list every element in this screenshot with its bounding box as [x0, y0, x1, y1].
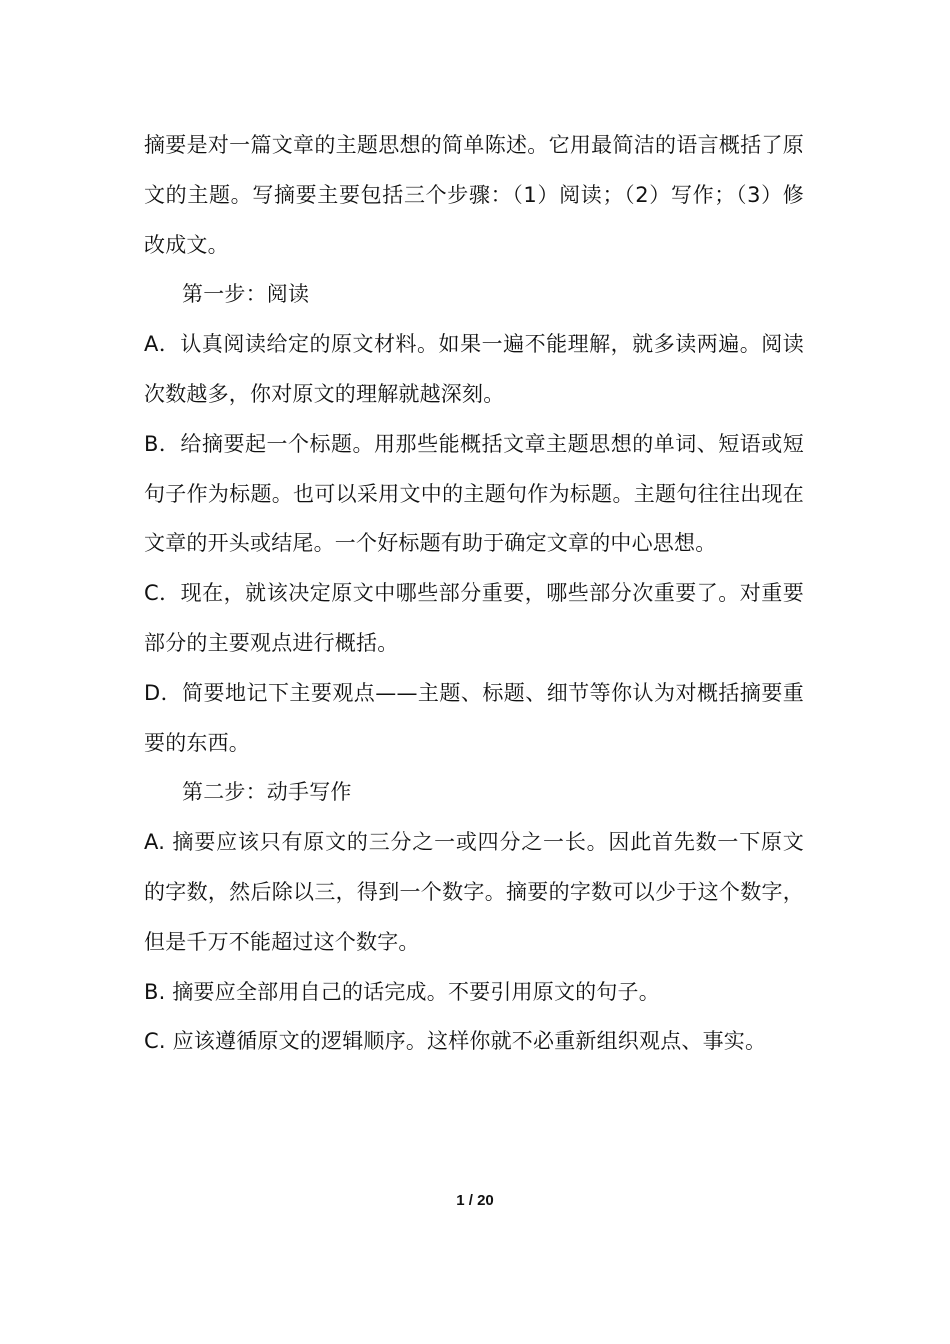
step-one-heading: 第一步：阅读 [182, 282, 310, 307]
intro-paragraph: 摘要是对一篇文章的主题思想的简单陈述。它用最简洁的语言概括了原文的主题。写摘要主要包括三个步骤：（1）阅读；（2）写作；（3）修改成文。 [144, 133, 804, 257]
step-one-item-b: B．给摘要起一个标题。用那些能概括文章主题思想的单词、短语或短句子作为标题。也可以采用文中的主题句作为标题。主题句往往出现在文章的开头或结尾。一个好标题有助于确定文章的中心思想。 [144, 431, 804, 556]
step-one-item-c: C．现在，就该决定原文中哪些部分重要，哪些部分次重要了。对重要部分的主要观点进行概括。 [144, 581, 804, 655]
page-number: 1 / 20 [456, 1192, 494, 1209]
step-two-item-b: B. 摘要应全部用自己的话完成。不要引用原文的句子。 [144, 979, 660, 1004]
document-body [144, 121, 804, 1067]
step-one-item-a: A．认真阅读给定的原文材料。如果一遍不能理解，就多读两遍。阅读次数越多，你对原文的理解就越深刻。 [144, 332, 804, 406]
step-two-item-a: A. 摘要应该只有原文的三分之一或四分之一长。因此首先数一下原文的字数，然后除以三，得到一个数字。摘要的字数可以少于这个数字，但是千万不能超过这个数字。 [144, 830, 804, 954]
step-two-item-c: C. 应该遵循原文的逻辑顺序。这样你就不必重新组织观点、事实。 [144, 1029, 767, 1054]
step-one-item-d: D．简要地记下主要观点——主题、标题、细节等你认为对概括摘要重要的东西。 [144, 680, 804, 755]
step-two-heading: 第二步：动手写作 [182, 780, 352, 805]
